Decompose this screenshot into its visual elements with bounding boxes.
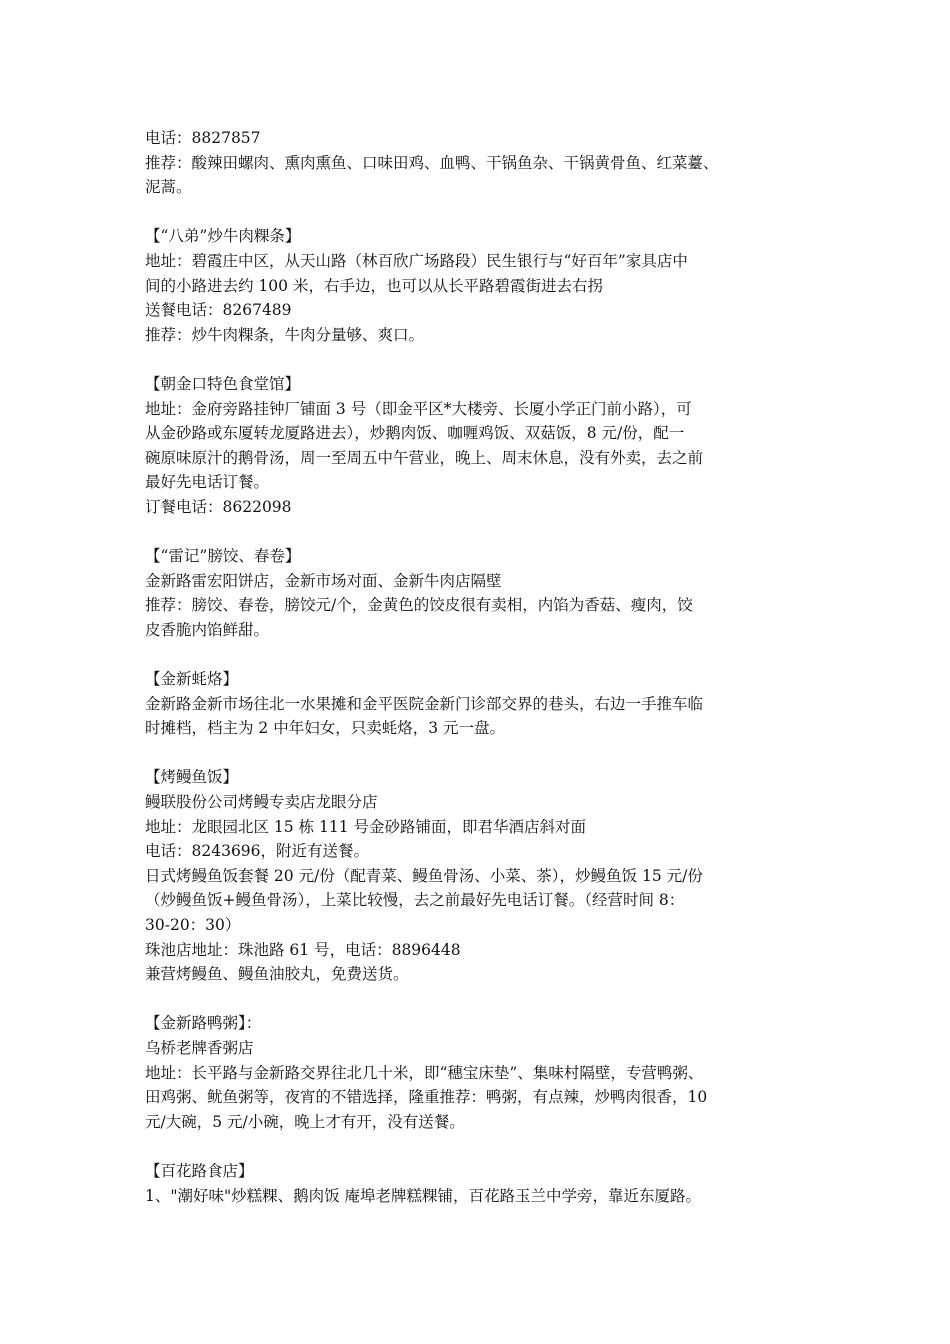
blank-line	[145, 520, 835, 545]
text-line: 地址：长平路与金新路交界往北几十米，即“穗宝床垫”、集味村隔壁，专营鸭粥、	[145, 1063, 704, 1082]
section-heading: 【金新蚝烙】	[145, 670, 239, 689]
section-heading: 【朝金口特色食堂馆】	[145, 374, 301, 393]
document-body	[145, 126, 835, 1208]
text-line: 推荐：酸辣田螺肉、熏肉熏鱼、口味田鸡、血鸭、干锅鱼杂、干锅黄骨鱼、红菜薹、	[145, 153, 719, 172]
text-line: 元/大碗，5 元/小碗，晚上才有开，没有送餐。	[145, 1112, 465, 1131]
text-line: 碗原味原汁的鹅骨汤，周一至周五中午营业，晚上、周末休息，没有外卖，去之前	[145, 448, 704, 467]
text-line: 田鸡粥、鱿鱼粥等，夜宵的不错选择，隆重推荐：鸭粥，有点辣，炒鸭肉很香，10	[145, 1088, 708, 1107]
section-heading: 【金新路鸭粥】：	[145, 1014, 262, 1033]
text-line: 地址：金府旁路挂钟厂铺面 3 号（即金平区*大楼旁、长厦小学正门前小路），可	[145, 399, 692, 418]
text-line: （炒鳗鱼饭+鳗鱼骨汤），上菜比较慢，去之前最好先电话订餐。（经营时间 8：	[145, 891, 685, 910]
text-line: 乌桥老牌香粥店	[145, 1038, 254, 1057]
blank-line	[145, 987, 835, 1012]
text-line: 皮香脆内馅鲜甜。	[145, 620, 270, 639]
text-line: 地址：龙眼园北区 15 栋 111 号金砂路铺面，即君华酒店斜对面	[145, 817, 587, 836]
text-line: 订餐电话：8622098	[145, 497, 292, 516]
text-line: 最好先电话订餐。	[145, 473, 270, 492]
text-line: 金新路金新市场往北一水果摊和金平医院金新门诊部交界的巷头，右边一手推车临	[145, 694, 704, 713]
blank-line	[145, 642, 835, 667]
text-line: 推荐：膀饺、春卷，膀饺元/个，金黄色的饺皮很有卖相，内馅为香菇、瘦肉，饺	[145, 596, 693, 615]
text-line: 推荐：炒牛肉粿条，牛肉分量够、爽口。	[145, 325, 425, 344]
text-line: 送餐电话：8267489	[145, 301, 292, 320]
text-line: 时摊档，档主为 2 中年妇女，只卖蚝烙，3 元一盘。	[145, 719, 506, 738]
section-heading: 【百花路食店】	[145, 1161, 254, 1180]
text-line: 从金砂路或东厦转龙厦路进去），炒鹅肉饭、咖喱鸡饭、双菇饭，8 元/份，配一	[145, 424, 685, 443]
text-line: 30-20：30）	[145, 916, 241, 934]
text-line: 珠池店地址：珠池路 61 号，电话：8896448	[145, 940, 461, 959]
text-line: 泥蒿。	[145, 178, 192, 197]
text-line: 间的小路进去约 100 米，右手边，也可以从长平路碧霞街进去右拐	[145, 276, 603, 295]
section-heading: 【烤鳗鱼饭】	[145, 768, 239, 787]
blank-line	[145, 200, 835, 225]
text-line: 金新路雷宏阳饼店，金新市场对面、金新牛肉店隔壁	[145, 571, 502, 590]
text-line: 1、"潮好味"炒糕粿、鹅肉饭 庵埠老牌糕粿铺，百花路玉兰中学旁，靠近东厦路。	[145, 1186, 702, 1205]
blank-line	[145, 741, 835, 766]
text-line: 地址：碧霞庄中区，从天山路（林百欣广场路段）民生银行与“好百年”家具店中	[145, 251, 688, 270]
blank-line	[145, 1134, 835, 1159]
text-line: 兼营烤鳗鱼、鳗鱼油胶丸，免费送货。	[145, 965, 409, 984]
text-line: 日式烤鳗鱼饭套餐 20 元/份（配青菜、鳗鱼骨汤、小菜、茶），炒鳗鱼饭 15 元/份	[145, 866, 703, 885]
text-line: 电话：8243696，附近有送餐。	[145, 842, 370, 861]
text-line: 鳗联股份公司烤鳗专卖店龙眼分店	[145, 793, 378, 812]
blank-line	[145, 347, 835, 372]
section-heading: 【“雷记”膀饺、春卷】	[145, 547, 301, 566]
section-heading: 【“八弟”炒牛肉粿条】	[145, 227, 301, 246]
text-line: 电话：8827857	[145, 129, 261, 147]
